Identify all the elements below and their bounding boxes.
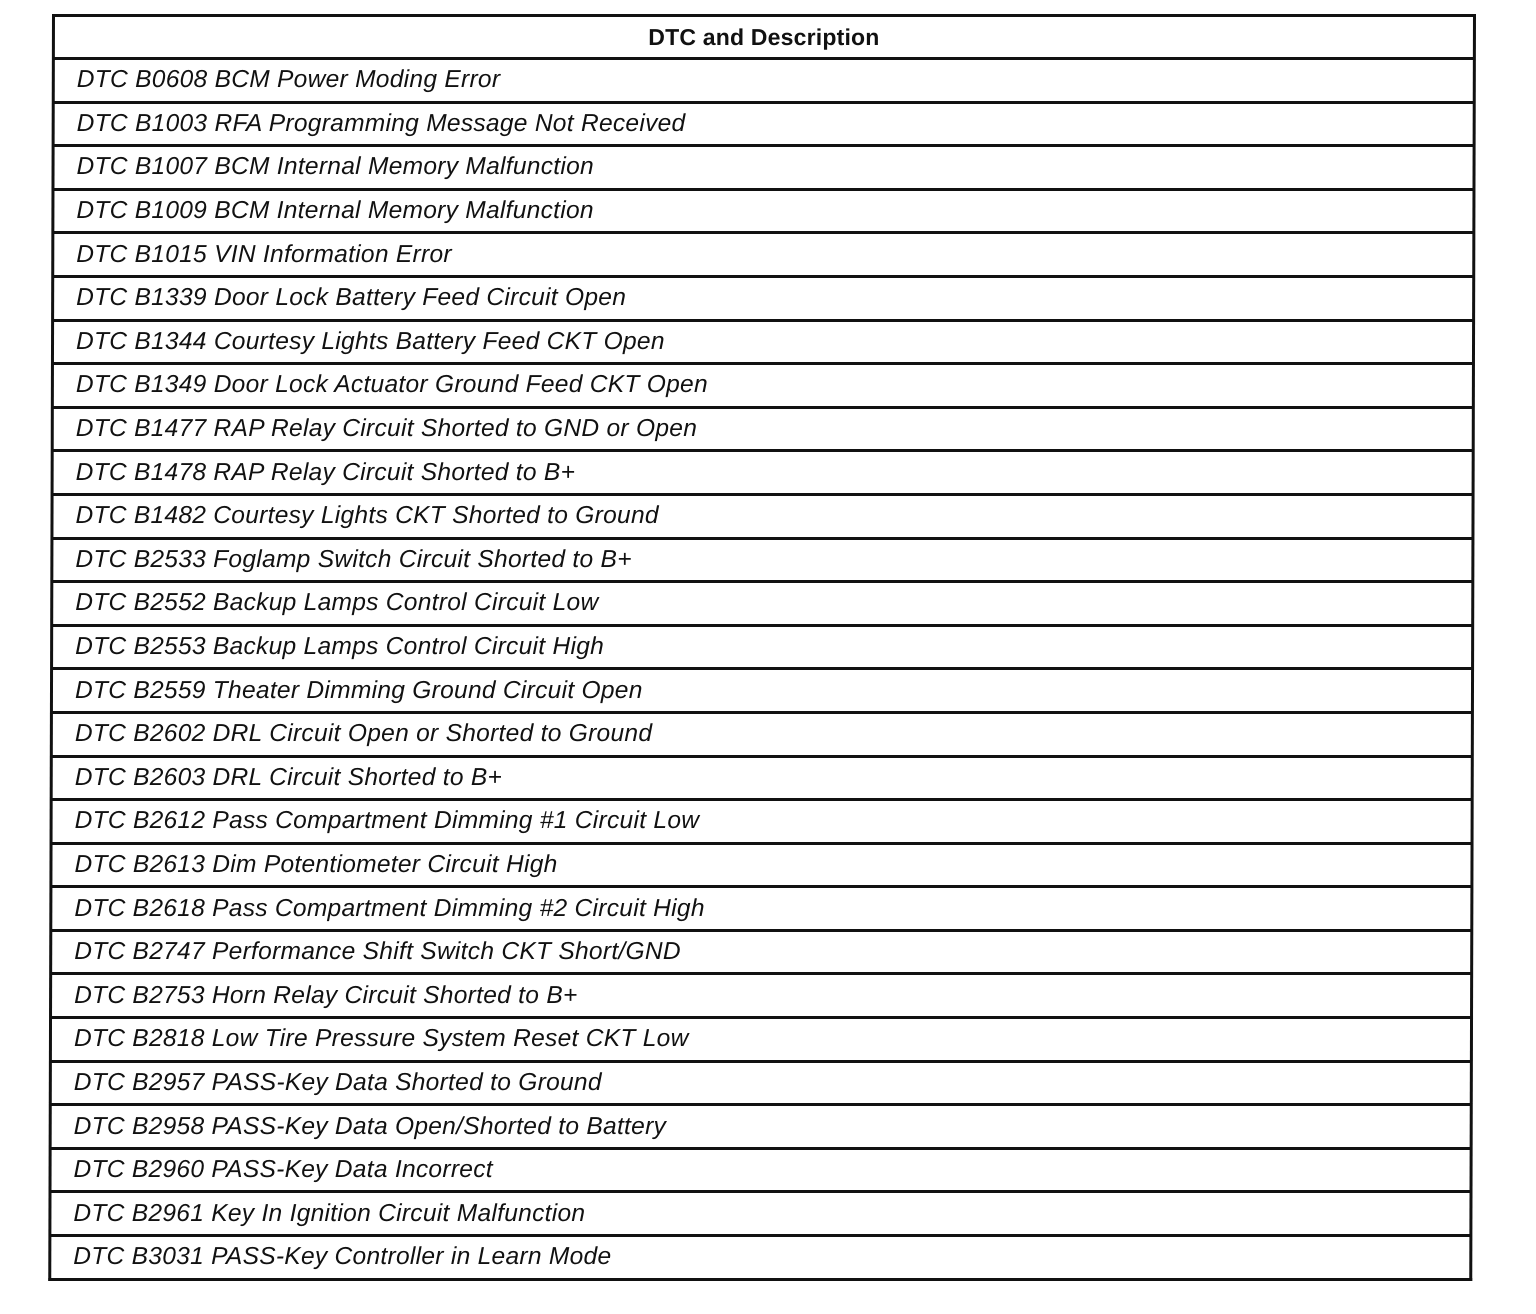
dtc-cell: DTC B0608 BCM Power Moding Error [53, 59, 1474, 103]
dtc-cell: DTC B2618 Pass Compartment Dimming #2 Circuit High [51, 887, 1472, 931]
table-row [51, 930, 1472, 974]
table-row [51, 887, 1472, 931]
table-row [52, 407, 1473, 451]
table-row [52, 494, 1473, 538]
table-row [51, 843, 1472, 887]
dtc-cell: DTC B2602 DRL Circuit Open or Shorted to Ground [51, 712, 1472, 756]
table-row [51, 756, 1472, 800]
dtc-table [48, 14, 1476, 1281]
dtc-cell: DTC B2958 PASS-Key Data Open/Shorted to Battery [50, 1105, 1471, 1149]
table-row [51, 669, 1472, 713]
dtc-cell: DTC B2961 Key In Ignition Circuit Malfunction [50, 1192, 1471, 1236]
dtc-cell: DTC B2960 PASS-Key Data Incorrect [50, 1148, 1471, 1192]
table-row [53, 276, 1474, 320]
table-row [52, 451, 1473, 495]
table-row [50, 1236, 1471, 1280]
table-row [52, 582, 1473, 626]
table-row [53, 102, 1474, 146]
table-row [51, 712, 1472, 756]
dtc-cell: DTC B2957 PASS-Key Data Shorted to Ground [50, 1061, 1471, 1105]
table-row [52, 625, 1473, 669]
dtc-cell: DTC B2553 Backup Lamps Control Circuit High [52, 625, 1473, 669]
dtc-cell: DTC B1482 Courtesy Lights CKT Shorted to Ground [52, 494, 1473, 538]
table-row [51, 800, 1472, 844]
table-header-row [53, 16, 1474, 59]
table-row [50, 1148, 1471, 1192]
dtc-cell: DTC B2747 Performance Shift Switch CKT Short/GND [51, 930, 1472, 974]
dtc-cell: DTC B1339 Door Lock Battery Feed Circuit Open [53, 276, 1474, 320]
dtc-cell: DTC B1003 RFA Programming Message Not Received [53, 102, 1474, 146]
table-row [52, 320, 1473, 364]
dtc-cell: DTC B1349 Door Lock Actuator Ground Feed CKT Open [52, 364, 1473, 408]
dtc-cell: DTC B3031 PASS-Key Controller in Learn Mode [50, 1236, 1471, 1280]
dtc-cell: DTC B2613 Dim Potentiometer Circuit High [51, 843, 1472, 887]
table-row [53, 233, 1474, 277]
table-row [50, 1105, 1471, 1149]
dtc-cell: DTC B2818 Low Tire Pressure System Reset CKT Low [50, 1018, 1471, 1062]
table-row [50, 1192, 1471, 1236]
table-row [52, 538, 1473, 582]
dtc-cell: DTC B1478 RAP Relay Circuit Shorted to B+ [52, 451, 1473, 495]
table-row [50, 1061, 1471, 1105]
dtc-cell: DTC B2559 Theater Dimming Ground Circuit Open [51, 669, 1472, 713]
table-row [51, 974, 1472, 1018]
dtc-cell: DTC B2753 Horn Relay Circuit Shorted to B+ [51, 974, 1472, 1018]
table-row [53, 59, 1474, 103]
table-row [50, 1018, 1471, 1062]
dtc-cell: DTC B1477 RAP Relay Circuit Shorted to GND or Open [52, 407, 1473, 451]
table-row [53, 146, 1474, 190]
table-row [52, 364, 1473, 408]
dtc-cell: DTC B2612 Pass Compartment Dimming #1 Circuit Low [51, 800, 1472, 844]
dtc-cell: DTC B1007 BCM Internal Memory Malfunction [53, 146, 1474, 190]
dtc-cell: DTC B2603 DRL Circuit Shorted to B+ [51, 756, 1472, 800]
dtc-cell: DTC B1015 VIN Information Error [53, 233, 1474, 277]
table-row [53, 189, 1474, 233]
column-header-dtc-description: DTC and Description [53, 16, 1474, 59]
dtc-cell: DTC B1009 BCM Internal Memory Malfunction [53, 189, 1474, 233]
dtc-cell: DTC B2533 Foglamp Switch Circuit Shorted to B+ [52, 538, 1473, 582]
dtc-cell: DTC B2552 Backup Lamps Control Circuit Low [52, 582, 1473, 626]
dtc-cell: DTC B1344 Courtesy Lights Battery Feed CKT Open [52, 320, 1473, 364]
